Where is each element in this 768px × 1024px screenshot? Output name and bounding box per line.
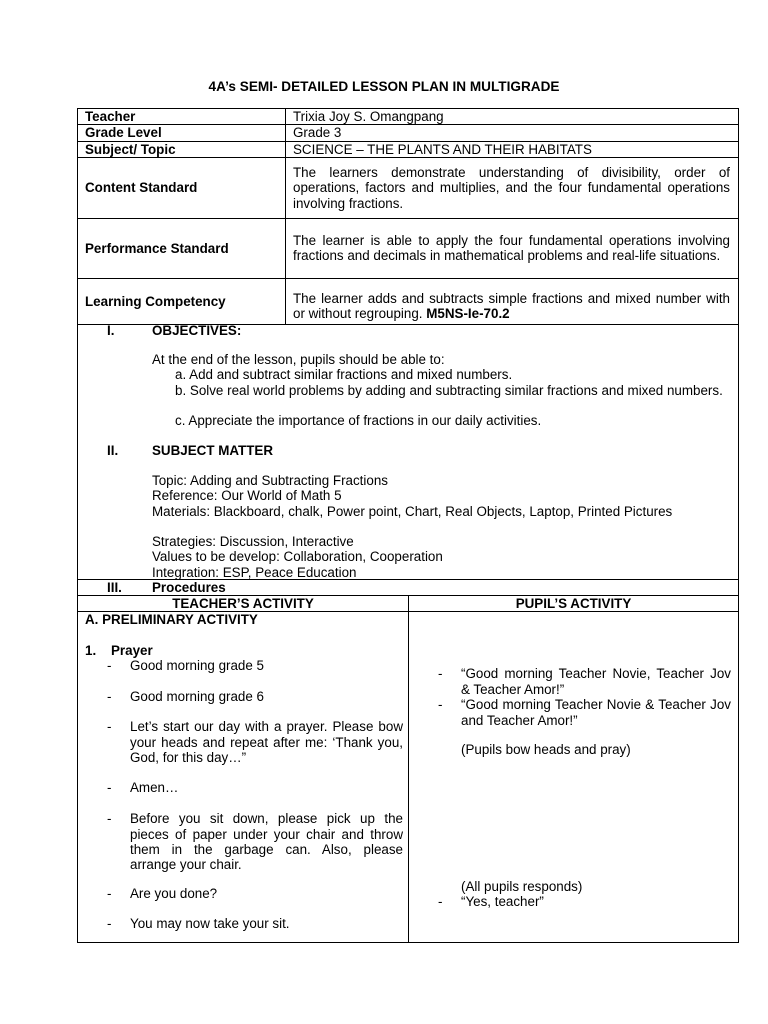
dash-marker: - [107,780,112,796]
dash-marker: - [107,811,112,827]
dash-marker: - [107,886,112,902]
objectives-number: I. [107,323,115,338]
content-standard-row [78,157,739,218]
grade-row [78,125,739,141]
activities-table [77,595,739,943]
objectives-and-subject-matter [77,323,739,596]
learning-competency-value [286,278,739,324]
teacher-line-3: Let’s start our day with a prayer. Please bow your heads and repeat after me: ‘Thank you, God, for this day…” [130,719,403,765]
integration-line: Integration: ESP, Peace Education [152,565,357,580]
prayer-number: 1. [85,643,97,659]
objectives-intro: At the end of the lesson, pupils should be able to: [152,352,445,367]
teacher-line-7: You may now take your sit. [130,916,290,932]
subject-row [78,141,739,157]
teacher-line-1: Good morning grade 5 [130,658,264,674]
subject-label: Subject/ Topic [78,141,286,157]
dash-marker: - [438,894,443,910]
teacher-activity-cell [78,612,409,943]
competency-text: The learner adds and subtracts simple fractions and mixed number with or without regrouping. [293,290,730,322]
pupil-activity-header: PUPIL’S ACTIVITY [409,596,739,612]
teacher-line-2: Good morning grade 6 [130,689,264,705]
topic-line: Topic: Adding and Subtracting Fractions [152,473,388,488]
activities-header-row [78,596,739,612]
dash-marker: - [107,658,112,674]
grade-label: Grade Level [78,125,286,141]
lesson-info-table [77,108,739,325]
objective-b: b. Solve real world problems by adding and subtracting similar fractions and mixed numbers. [175,383,723,398]
pupil-line-2: “Good morning Teacher Novie & Teacher Jov and Teacher Amor!” [461,697,731,728]
document-title: 4A’s SEMI- DETAILED LESSON PLAN IN MULTIGRADE [208,79,560,94]
learning-competency-row [78,278,739,324]
objective-a: a. Add and subtract similar fractions and mixed numbers. [175,367,513,382]
pupil-line-3: (Pupils bow heads and pray) [461,742,631,758]
dash-marker: - [107,719,112,735]
subject-matter-heading: SUBJECT MATTER [152,443,274,458]
strategies-line: Strategies: Discussion, Interactive [152,534,354,549]
grade-value: Grade 3 [286,125,739,141]
preliminary-activity-heading: A. PRELIMINARY ACTIVITY [85,612,258,628]
procedures-number: III. [107,580,122,595]
teacher-row [78,109,739,125]
values-line: Values to be develop: Collaboration, Cooperation [152,549,443,564]
dash-marker: - [438,697,443,713]
teacher-label: Teacher [78,109,286,125]
materials-line: Materials: Blackboard, chalk, Power point, Chart, Real Objects, Laptop, Printed Pictures [152,504,673,519]
performance-standard-label: Performance Standard [78,218,286,278]
pupil-line-4: (All pupils responds) [461,879,583,895]
teacher-line-6: Are you done? [130,886,218,902]
teacher-value: Trixia Joy S. Omangpang [286,109,739,125]
teacher-line-4: Amen… [130,780,179,796]
pupil-activity-cell [409,612,739,943]
pupil-line-5: “Yes, teacher” [461,894,544,910]
objective-c: c. Appreciate the importance of fractions in our daily activities. [175,413,542,428]
competency-code: M5NS-Ie-70.2 [426,306,510,322]
dash-marker: - [438,666,443,682]
performance-standard-row [78,218,739,278]
content-standard-label: Content Standard [78,157,286,218]
activities-body-row [78,612,739,943]
teacher-line-5: Before you sit down, please pick up the pieces of paper under your chair and throw them in the garbage can. Also, please arrange your chair. [130,811,403,873]
learning-competency-label: Learning Competency [78,278,286,324]
teacher-activity-header: TEACHER’S ACTIVITY [78,596,409,612]
dash-marker: - [107,916,112,932]
dash-marker: - [107,689,112,705]
prayer-heading: Prayer [111,643,153,659]
objectives-heading: OBJECTIVES: [152,323,242,338]
pupil-line-1: “Good morning Teacher Novie, Teacher Jov & Teacher Amor!” [461,666,731,697]
content-standard-value: The learners demonstrate understanding of divisibility, order of operations, factors and multiplies, and the four fundamental operations involving fractions. [286,157,739,218]
subject-value: SCIENCE – THE PLANTS AND THEIR HABITATS [286,141,739,157]
performance-standard-value: The learner is able to apply the four fundamental operations involving fractions and decimals in mathematical problems and real-life situations. [286,218,739,278]
subject-matter-number: II. [107,443,119,458]
procedures-heading: Procedures [152,580,226,595]
reference-line: Reference: Our World of Math 5 [152,488,342,503]
